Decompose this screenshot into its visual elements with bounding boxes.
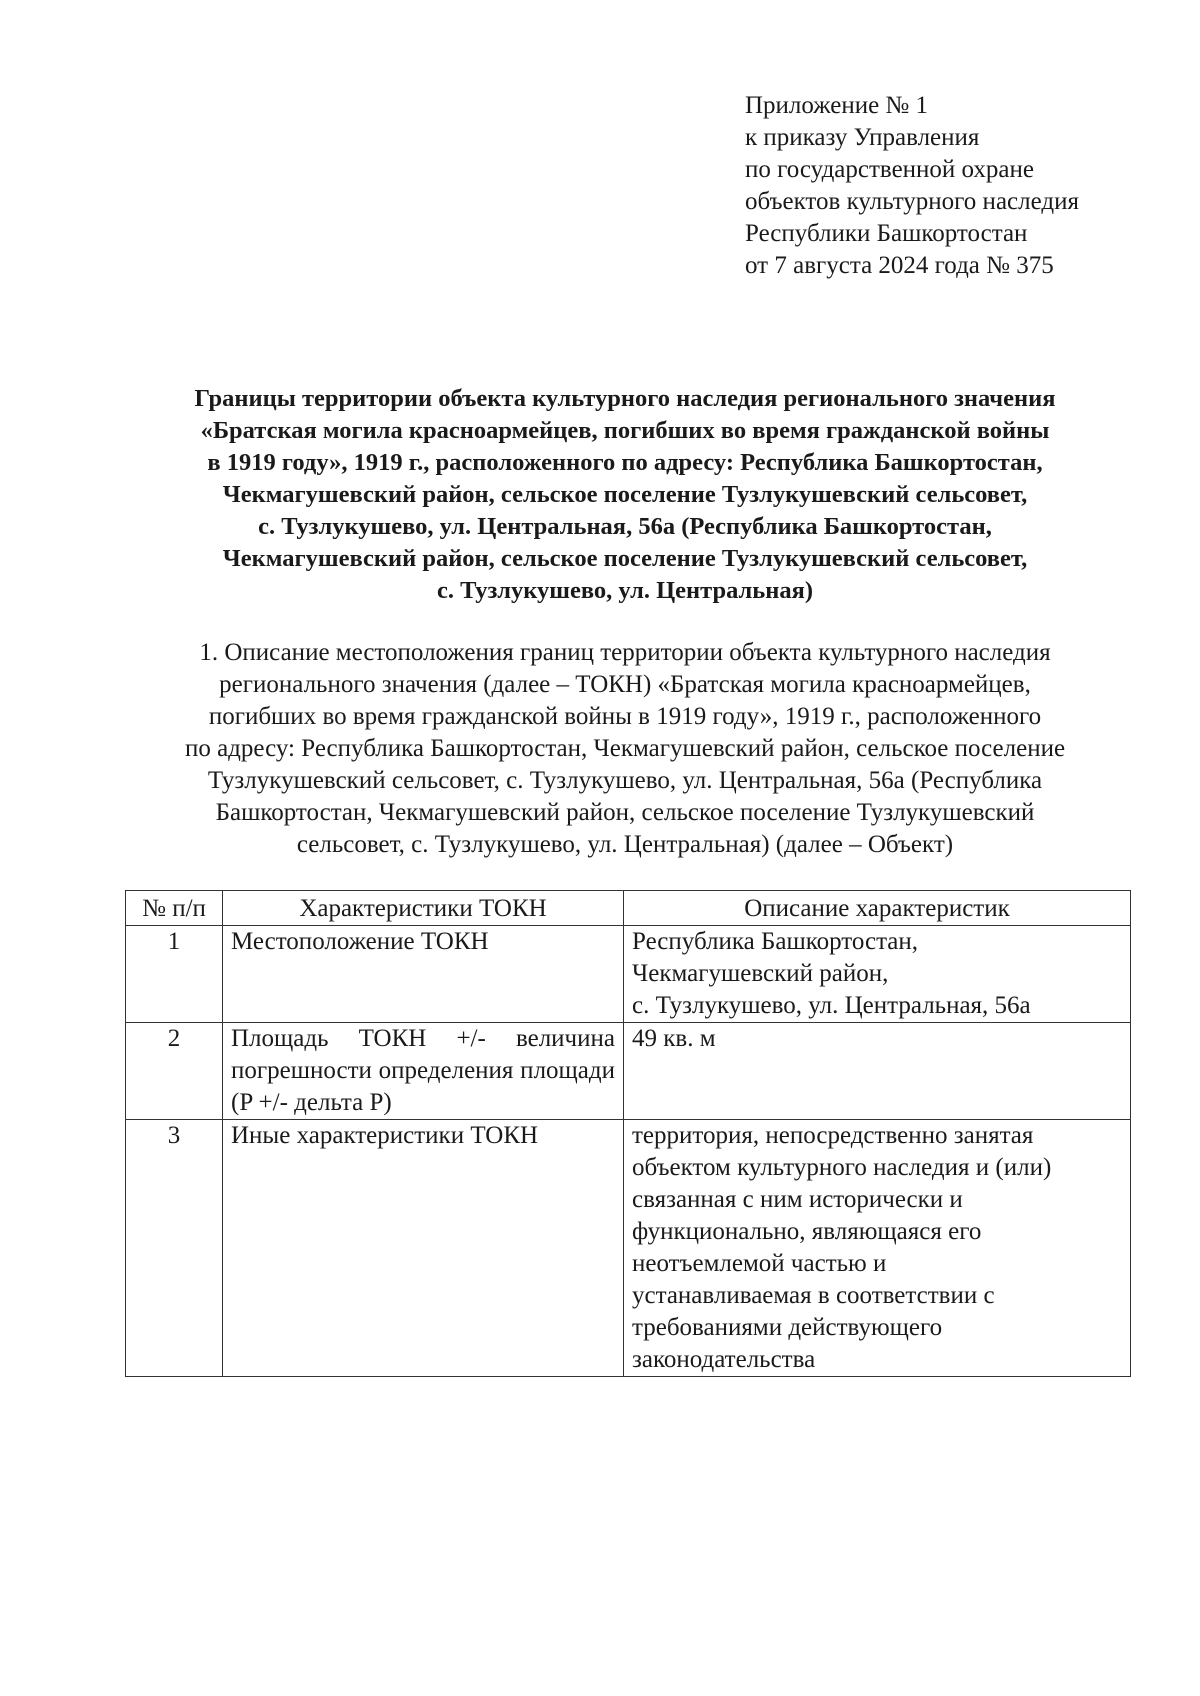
description-line: законодательства bbox=[632, 1346, 816, 1373]
appendix-header bbox=[745, 90, 1079, 282]
appendix-line: Республики Башкортостан bbox=[745, 220, 1028, 247]
document-title bbox=[110, 383, 1140, 607]
table-header-row bbox=[126, 891, 1131, 926]
intro-line: сельсовет, с. Тузлукушево, ул. Центральная) (далее – Объект) bbox=[296, 831, 954, 858]
row-characteristic: Площадь ТОКН +/- величина погрешности определения площади (P +/- дельта P) bbox=[223, 1023, 624, 1120]
appendix-line: по государственной охране bbox=[745, 156, 1035, 183]
description-line: с. Тузлукушево, ул. Центральная, 56а bbox=[632, 992, 1031, 1019]
intro-line: Башкортостан, Чекмагушевский район, сельское поселение Тузлукушевский bbox=[215, 799, 1035, 826]
intro-line: 1. Описание местоположения границ территории объекта культурного наследия bbox=[199, 639, 1051, 666]
table-row bbox=[126, 926, 1131, 1023]
appendix-line: к приказу Управления bbox=[745, 124, 980, 151]
intro-line: погибших во время гражданской войны в 1919 году», 1919 г., расположенного bbox=[208, 703, 1042, 730]
description-line: требованиями действующего bbox=[632, 1314, 943, 1341]
row-characteristic: Иные характеристики ТОКН bbox=[223, 1120, 624, 1377]
description-line: Чекмагушевский район, bbox=[632, 960, 889, 987]
row-number: 3 bbox=[126, 1120, 223, 1377]
title-line: с. Тузлукушево, ул. Центральная) bbox=[436, 577, 814, 604]
title-line: Чекмагушевский район, сельское поселение Тузлукушевский сельсовет, bbox=[222, 481, 1028, 508]
title-line: в 1919 году», 1919 г., расположенного по адресу: Республика Башкортостан, bbox=[207, 449, 1043, 476]
header-characteristic: Характеристики ТОКН bbox=[223, 891, 624, 926]
table-row bbox=[126, 1120, 1131, 1377]
description-line: объектом культурного наследия и (или) bbox=[632, 1154, 1052, 1181]
row-number: 1 bbox=[126, 926, 223, 1023]
appendix-line: Приложение № 1 bbox=[745, 92, 929, 119]
description-line: 49 кв. м bbox=[632, 1025, 716, 1052]
header-number: № п/п bbox=[126, 891, 223, 926]
row-description bbox=[624, 1120, 1131, 1377]
description-line: устанавливаемая в соответствии с bbox=[632, 1282, 995, 1309]
appendix-line: от 7 августа 2024 года № 375 bbox=[745, 252, 1054, 279]
description-line: Республика Башкортостан, bbox=[632, 928, 919, 955]
title-line: с. Тузлукушево, ул. Центральная, 56а (Республика Башкортостан, bbox=[258, 513, 992, 540]
intro-line: по адресу: Республика Башкортостан, Чекмагушевский район, сельское поселение bbox=[184, 735, 1066, 762]
description-line: связанная с ним исторически и bbox=[632, 1186, 963, 1213]
description-line: неотъемлемой частью и bbox=[632, 1250, 887, 1277]
row-characteristic: Местоположение ТОКН bbox=[223, 926, 624, 1023]
intro-paragraph bbox=[110, 637, 1140, 861]
intro-line: регионального значения (далее – ТОКН) «Братская могила красноармейцев, bbox=[219, 671, 1031, 698]
appendix-line: объектов культурного наследия bbox=[745, 188, 1079, 215]
row-number: 2 bbox=[126, 1023, 223, 1120]
header-description: Описание характеристик bbox=[624, 891, 1131, 926]
description-line: функционально, являющаяся его bbox=[632, 1218, 982, 1245]
row-description bbox=[624, 1023, 1131, 1120]
title-line: «Братская могила красноармейцев, погибших во время гражданской войны bbox=[200, 417, 1050, 444]
characteristics-table bbox=[125, 890, 1131, 1377]
row-description bbox=[624, 926, 1131, 1023]
title-line: Чекмагушевский район, сельское поселение Тузлукушевский сельсовет, bbox=[222, 545, 1028, 572]
intro-line: Тузлукушевский сельсовет, с. Тузлукушево, ул. Центральная, 56а (Республика bbox=[207, 767, 1043, 794]
title-line: Границы территории объекта культурного наследия регионального значения bbox=[194, 385, 1056, 412]
description-line: территория, непосредственно занятая bbox=[632, 1122, 1034, 1149]
table-row bbox=[126, 1023, 1131, 1120]
